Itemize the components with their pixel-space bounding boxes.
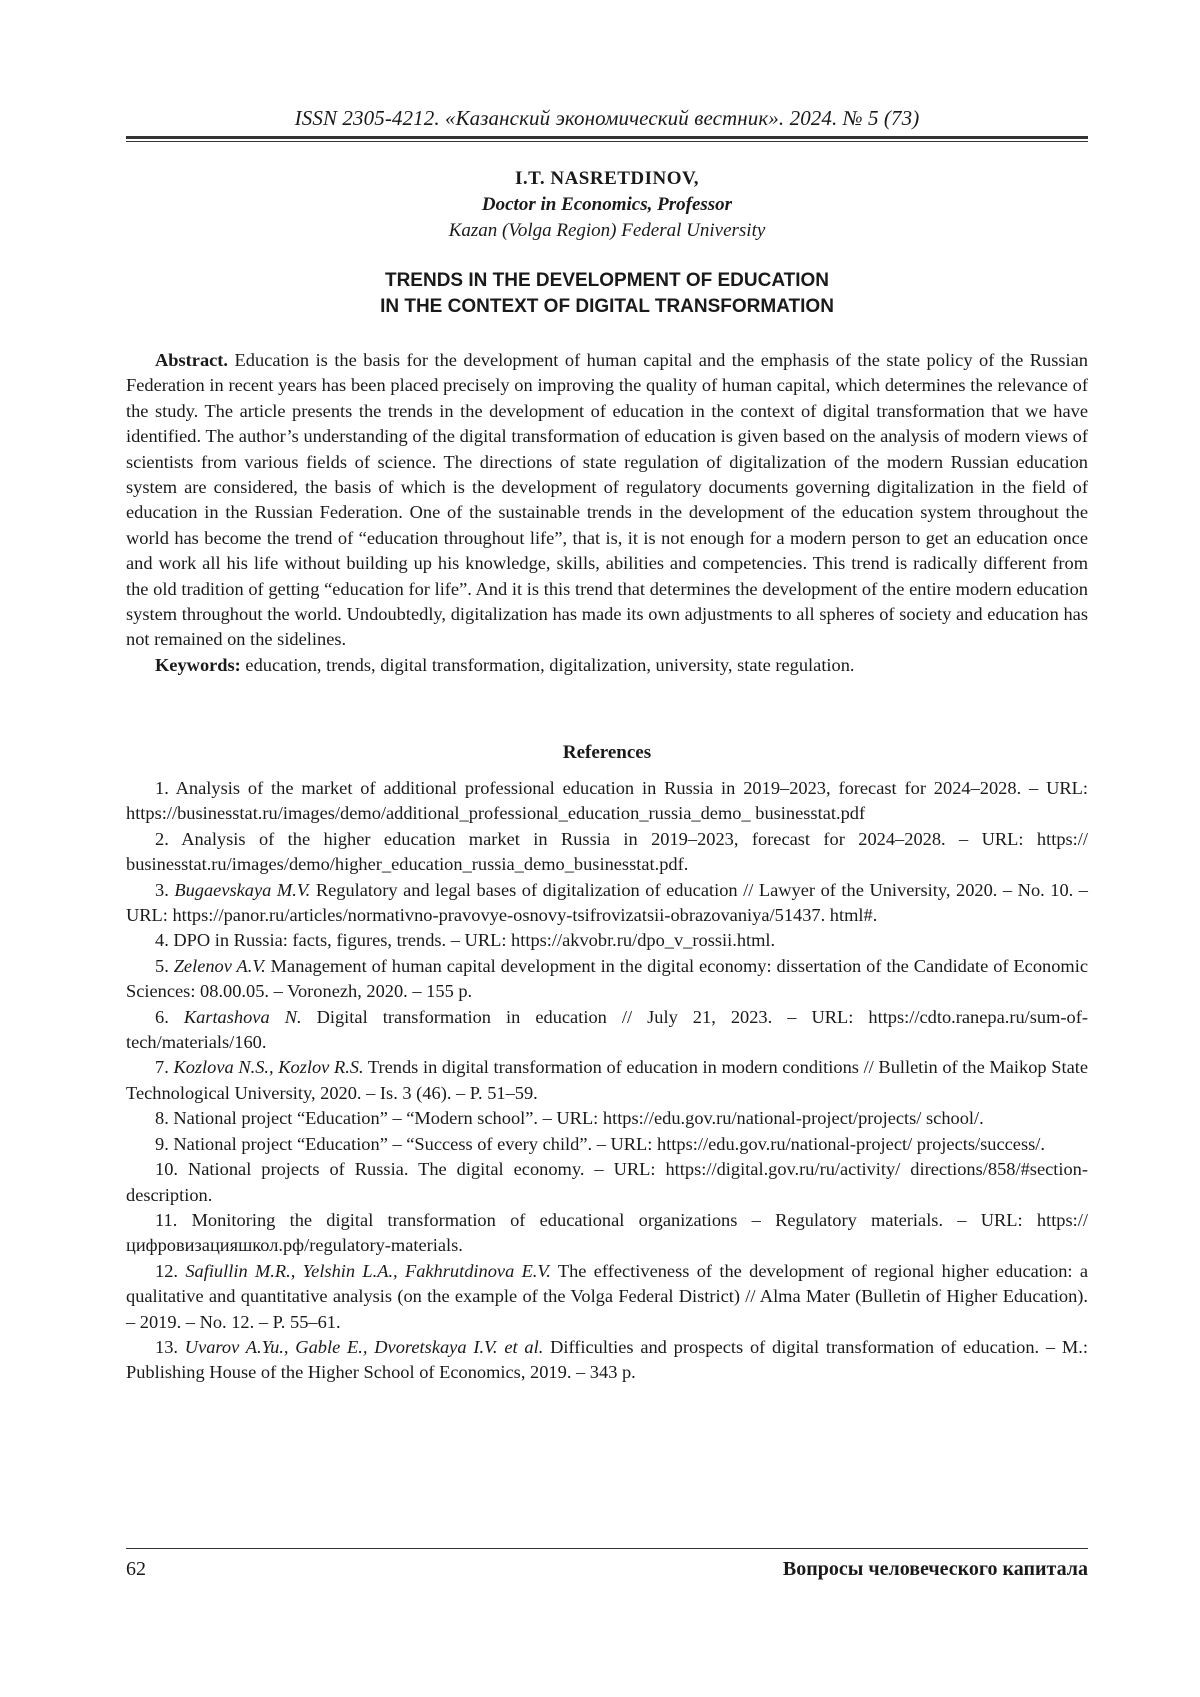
- reference-authors: Bugaevskaya M.V.: [174, 879, 311, 900]
- reference-text: Digital transformation in education // July 21, 2023. – URL: https://cdto.ranepa.ru/sum-of-tech/materials/160.: [126, 1006, 1089, 1053]
- reference-text: Difficulties and prospects of digital transformation of education. – M.: Publishing House of the Higher School of Economics, 2019. – 343 p.: [126, 1336, 1088, 1383]
- reference-number: 13.: [155, 1336, 185, 1357]
- author-affiliation: Kazan (Volga Region) Federal University: [448, 220, 766, 241]
- reference-text: DPO in Russia: facts, figures, trends. – URL: https://akvobr.ru/dpo_v_rossii.html.: [173, 930, 776, 951]
- article-title-line-2: IN THE CONTEXT OF DIGITAL TRANSFORMATION: [380, 296, 834, 317]
- reference-authors: Kozlova N.S., Kozlov R.S.: [173, 1057, 364, 1078]
- reference-text: Regulatory and legal bases of digitalization of education // Lawyer of the University, 2020. – No. 10. – URL: https://panor.ru/articles/normativno-pravovye-osnovy-tsifrovizatsii-obrazovaniya/51437. html#.: [126, 879, 1089, 926]
- footer-rule: [126, 1548, 1088, 1549]
- reference-item: [126, 928, 1088, 953]
- reference-item: [126, 954, 1088, 1005]
- reference-item: [126, 1208, 1088, 1259]
- keywords-text: education, trends, digital transformation, digitalization, university, state regulation.: [240, 654, 855, 675]
- reference-item: [126, 776, 1088, 827]
- reference-item: [126, 1259, 1088, 1335]
- reference-number: 5.: [155, 955, 174, 976]
- reference-text: National project “Education” – “Success of every child”. – URL: https://edu.gov.ru/national-project/ projects/success/.: [173, 1133, 1045, 1154]
- reference-number: 6.: [155, 1006, 184, 1027]
- journal-page: [126, 0, 1088, 1697]
- reference-authors: Safiullin M.R., Yelshin L.A., Fakhrutdinova E.V.: [185, 1260, 551, 1281]
- reference-text: National project “Education” – “Modern school”. – URL: https://edu.gov.ru/national-project/projects/ school/.: [173, 1108, 984, 1129]
- reference-authors: Kartashova N.: [183, 1006, 302, 1027]
- reference-text: Analysis of the market of additional professional education in Russia in 2019–2023, forecast for 2024–2028. – URL: https://businesstat.ru/images/demo/additional_professional_education_russia_demo_ businesstat.pdf: [126, 778, 1088, 824]
- reference-number: 11.: [155, 1209, 192, 1230]
- reference-item: [126, 1335, 1088, 1386]
- page-number: 62: [126, 1558, 146, 1580]
- keywords-paragraph: [126, 653, 1088, 678]
- reference-text: Monitoring the digital transformation of educational organizations – Regulatory materials. – URL: https://цифровизацияшкол.рф/regulatory-materials.: [126, 1209, 1088, 1256]
- reference-item: [126, 1132, 1088, 1157]
- reference-item: [126, 1157, 1088, 1208]
- references-list: [126, 776, 1088, 1386]
- abstract-text: Education is the basis for the development of human capital and the emphasis of the state policy of the Russian Federation in recent years has been placed precisely on improving the quality of human capital, which determines the relevance of the study. The article presents the trends in the development of education in the context of digital transformation that we have identified. The author’s understanding of the digital transformation of education is given based on the analysis of modern views of scientists from various fields of science. The directions of state regulation of digitalization of the modern Russian education system are considered, the basis of which is the development of regulatory documents governing digitalization in the field of education in the Russian Federation. One of the sustainable trends in the development of the education system throughout the world has become the trend of “education throughout life”, that is, it is not enough for a modern person to get an education once and work all his life without building up his knowledge, skills, abilities and competencies. This trend is radically different from the old tradition of getting “education for life”. And it is this trend that determines the development of the entire modern education system throughout the world. Undoubtedly, digitalization has made its own adjustments to all spheres of society and education has not remained on the sidelines.: [126, 350, 1088, 650]
- reference-number: 8.: [155, 1108, 174, 1129]
- references-heading: References: [562, 742, 652, 763]
- reference-authors: Uvarov A.Yu., Gable E., Dvoretskaya I.V. et al.: [184, 1336, 544, 1357]
- author-block: [126, 166, 1088, 244]
- reference-number: 3.: [155, 879, 175, 900]
- article-title: [126, 268, 1088, 320]
- reference-number: 10.: [155, 1159, 188, 1180]
- reference-text: The effectiveness of the development of regional higher education: a qualitative and quantitative analysis (on the example of the Volga Federal District) // Alma Mater (Bulletin of Higher Education). – 2019. – No. 12. – P. 55–61.: [126, 1260, 1089, 1332]
- reference-text: Trends in digital transformation of education in modern conditions // Bulletin of the Maikop State Technological University, 2020. – Is. 3 (46). – P. 51–59.: [126, 1057, 1089, 1103]
- reference-item: [126, 1005, 1088, 1056]
- abstract: [126, 348, 1088, 678]
- reference-number: 12.: [155, 1260, 186, 1281]
- abstract-paragraph: [126, 348, 1088, 653]
- journal-name: Вопросы человеческого капитала: [782, 1558, 1088, 1580]
- abstract-label: Abstract.: [155, 350, 229, 370]
- reference-text: Analysis of the higher education market in Russia in 2019–2023, forecast for 2024–2028. – URL: https:// businesstat.ru/images/demo/higher_education_russia_demo_businesstat.pdf.: [126, 828, 1088, 875]
- author-name: I.T. NASRETDINOV,: [514, 168, 700, 189]
- reference-item: [126, 827, 1088, 878]
- reference-text: National projects of Russia. The digital economy. – URL: https://digital.gov.ru/ru/activity/ directions/858/#section-description.: [126, 1159, 1088, 1205]
- header-rule: [126, 136, 1088, 139]
- reference-number: 9.: [155, 1133, 174, 1154]
- keywords-label: Keywords:: [155, 654, 241, 675]
- reference-item: [126, 1055, 1088, 1106]
- article-title-line-1: TRENDS IN THE DEVELOPMENT OF EDUCATION: [384, 270, 830, 291]
- reference-authors: Zelenov A.V.: [173, 955, 266, 976]
- reference-text: Management of human capital development in the digital economy: dissertation of the Candidate of Economic Sciences: 08.00.05. – Voronezh, 2020. – 155 p.: [126, 955, 1088, 1002]
- header-rule-thin: [126, 141, 1088, 142]
- reference-number: 4.: [155, 930, 174, 951]
- reference-number: 2.: [155, 828, 182, 849]
- running-header: ISSN 2305-4212. «Казанский экономический вестник». 2024. № 5 (73): [294, 106, 920, 130]
- reference-number: 7.: [155, 1057, 174, 1078]
- reference-item: [126, 878, 1088, 929]
- reference-item: [126, 1106, 1088, 1131]
- reference-number: 1.: [155, 778, 176, 798]
- author-degree: Doctor in Economics, Professor: [481, 194, 733, 215]
